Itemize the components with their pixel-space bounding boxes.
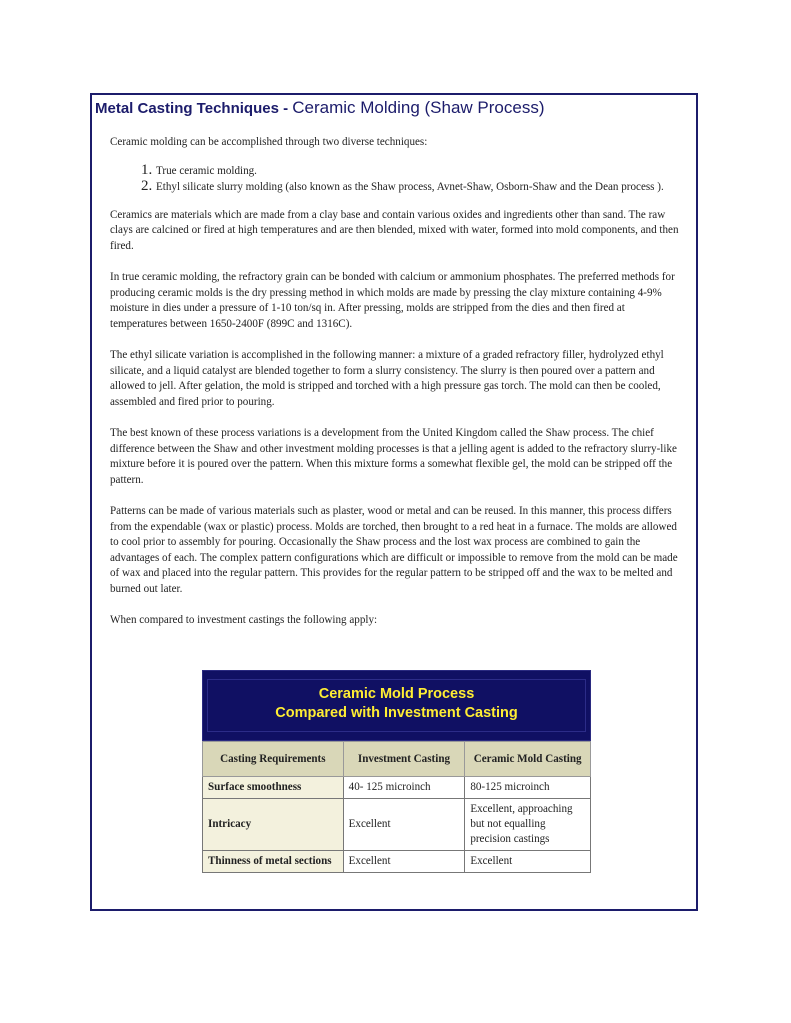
table-cell: Excellent (343, 799, 465, 851)
paragraph-ethyl-silicate: The ethyl silicate variation is accomplished in the following manner: a mixture of a graded refractory filler, hydrolyzed ethyl silicate, and a liquid catalyst are blended together to form a slurry consistency. The slurry is then poured over a pattern and allowed to jell. After gelation, the mold is stripped and torched with a high pressure gas torch. The mold can then be cooled, assembled and fired prior to pouring. (110, 349, 664, 408)
table-row (203, 777, 591, 799)
table-cell: Excellent (465, 851, 591, 873)
row-label: Surface smoothness (203, 777, 344, 799)
table-row (203, 851, 591, 873)
list-item: 2. Ethyl silicate slurry molding (also known as the Shaw process, Avnet-Shaw, Osborn-Shaw and the Dean process ). (156, 179, 684, 196)
comparison-table (202, 670, 591, 873)
row-label: Thinness of metal sections (203, 851, 344, 873)
list-item: 1. True ceramic molding. (156, 163, 684, 180)
paragraph-true-ceramic: In true ceramic molding, the refractory grain can be bonded with calcium or ammonium phosphates. The preferred methods for producing ceramic molds is the dry pressing method in which molds are made by pressing the clay mixture containing 4-9% moisture in dies under a pressure of 1-10 ton/sq in. After pressing, molds are stripped from the dies and then fired at temperatures between 1650-2400F (899C and 1316C). (110, 271, 675, 330)
document-frame (90, 93, 698, 911)
page-title (95, 98, 545, 118)
table-row (203, 799, 591, 851)
table-heading-line2: Compared with Investment Casting (275, 705, 518, 721)
table-header-row (203, 742, 591, 777)
table-cell: 40- 125 microinch (343, 777, 465, 799)
comparison-grid (202, 741, 591, 873)
paragraph-ceramics: Ceramics are materials which are made from a clay base and contain various oxides and ingredients other than sand. The raw clays are calcined or fired at high temperatures and are then blended, mixed with water, formed into mold components, and then fired. (110, 208, 679, 252)
column-header: Ceramic Mold Casting (465, 742, 591, 777)
paragraph-patterns: Patterns can be made of various materials such as plaster, wood or metal and can be reused. In this manner, this process differs from the expendable (wax or plastic) process. Molds are torched, then brought to a red heat in a furnace. The molds are allowed to cool prior to assembly for pouring. Occasionally the Shaw process and the lost wax process are combined to gain the advantages of each. The complex pattern configurations which are difficult or impossible to remove from the mold can be made of wax and placed into the regular pattern. This provides for the regular pattern to be stripped off and the wax to be melted and burned out later. (110, 505, 678, 595)
column-header: Casting Requirements (203, 742, 344, 777)
column-header: Investment Casting (343, 742, 465, 777)
table-heading (202, 670, 591, 741)
intro-text: Ceramic molding can be accomplished through two diverse techniques: (110, 136, 428, 148)
table-cell: Excellent, approaching but not equalling precision castings (465, 799, 591, 851)
row-label: Intricacy (203, 799, 344, 851)
technique-list (110, 163, 684, 196)
table-cell: 80-125 microinch (465, 777, 591, 799)
table-cell: Excellent (343, 851, 465, 873)
title-prefix: Metal Casting Techniques - (95, 100, 293, 117)
paragraph-shaw-process: The best known of these process variations is a development from the United Kingdom called the Shaw process. The chief difference between the Shaw and other investment molding processes is that a jelling agent is added to the refractory slurry-like mixture before it is poured over the pattern. When this mixture forms a somewhat flexible gel, the mold can be stripped off the pattern. (110, 427, 677, 486)
table-heading-line1: Ceramic Mold Process (318, 686, 475, 702)
article-body (110, 135, 684, 645)
title-subject: Ceramic Molding (Shaw Process) (292, 98, 545, 117)
paragraph-comparison-intro: When compared to investment castings the following apply: (110, 614, 378, 626)
